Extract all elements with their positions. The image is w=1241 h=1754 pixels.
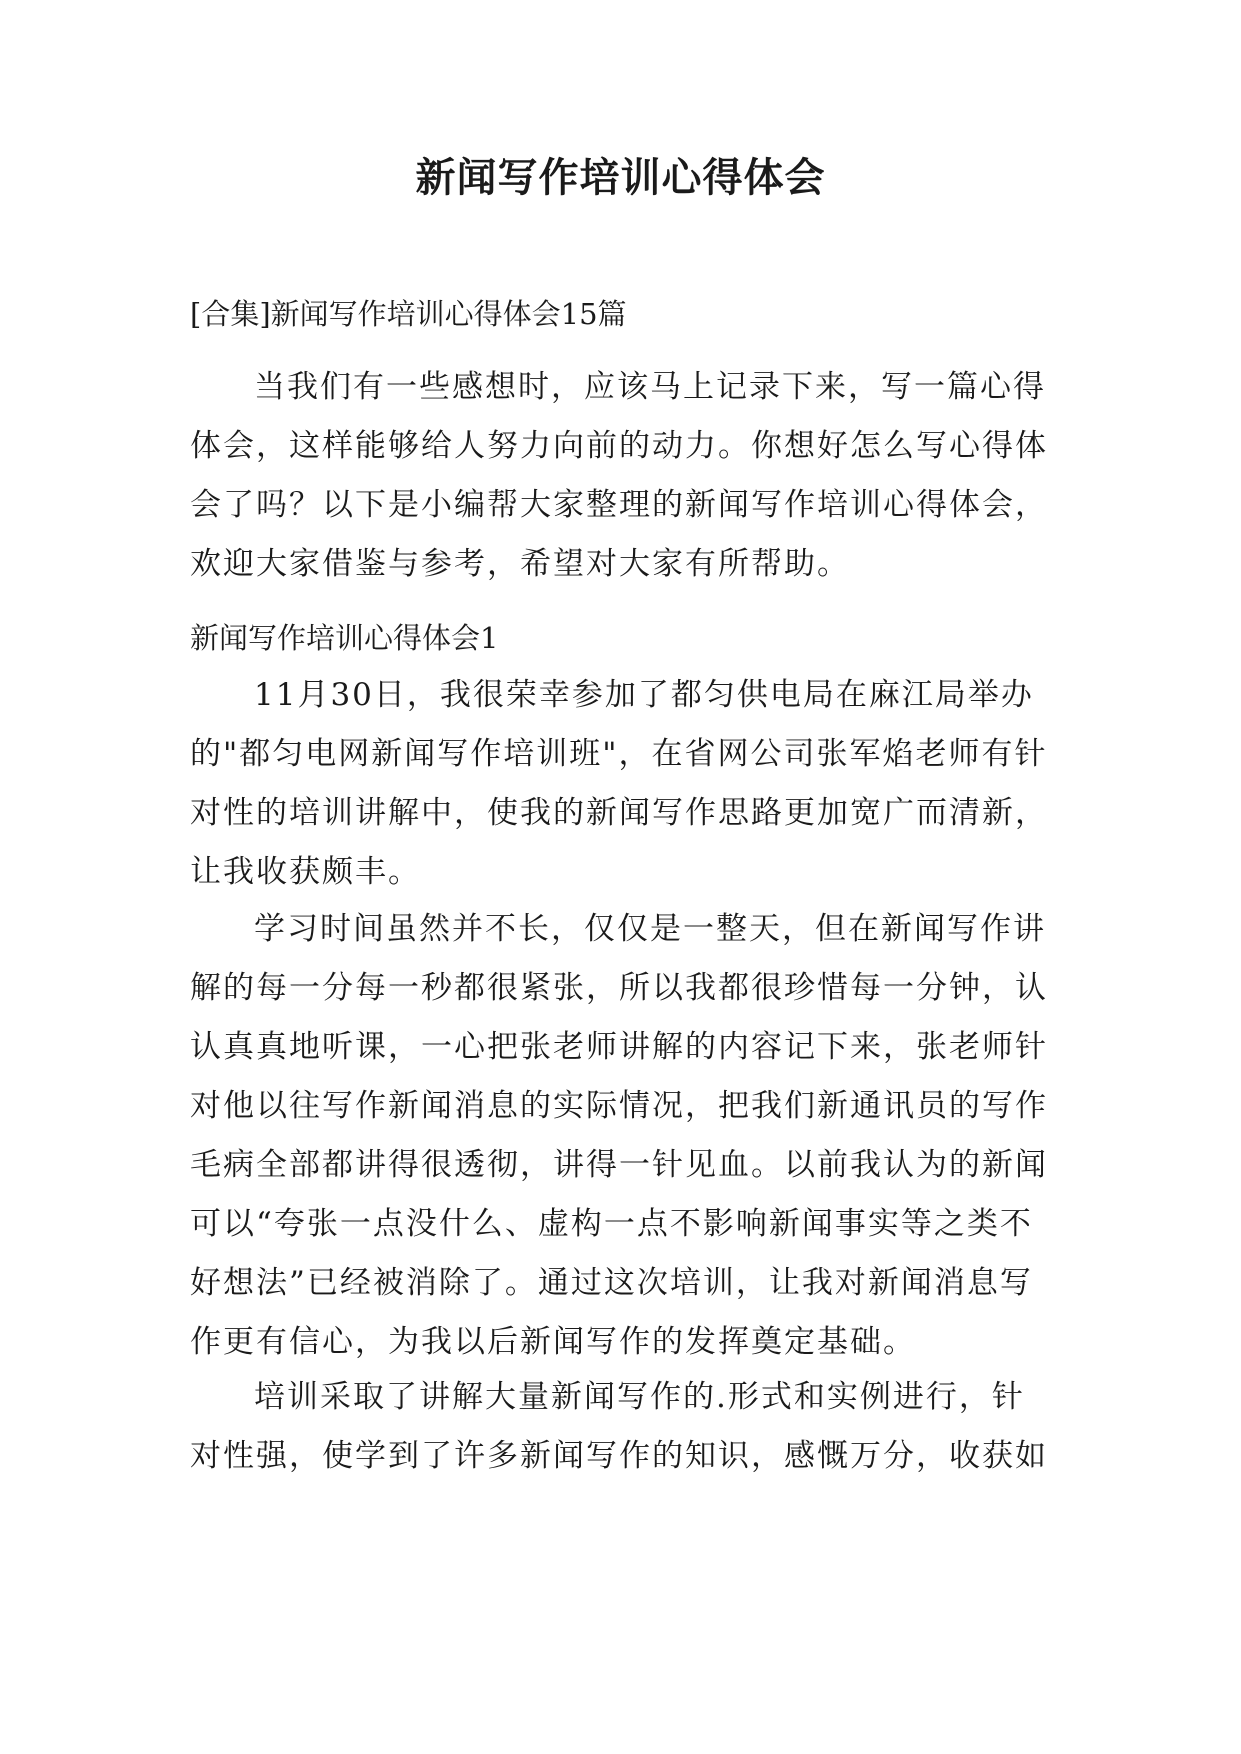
section-heading: 新闻写作培训心得体会1 <box>190 621 499 655</box>
text-line: 学习时间虽然并不长，仅仅是一整天，但在新闻写作讲 <box>254 911 1046 947</box>
text-line: 对性的培训讲解中，使我的新闻写作思路更加宽广而清新， <box>190 795 1048 831</box>
text-line: 好想法”已经被消除了。通过这次培训，让我对新闻消息写 <box>190 1265 1033 1301</box>
text-line: 毛病全部都讲得很透彻，讲得一针见血。以前我认为的新闻 <box>190 1147 1048 1183</box>
text-line: 解的每一分每一秒都很紧张，所以我都很珍惜每一分钟，认 <box>190 970 1048 1006</box>
text-line: 11月30日，我很荣幸参加了都匀供电局在麻江局举办 <box>254 677 1034 713</box>
text-line: 认真真地听课，一心把张老师讲解的内容记下来，张老师针 <box>190 1029 1048 1065</box>
text-line: 对性强，使学到了许多新闻写作的知识，感慨万分，收获如 <box>190 1438 1048 1474</box>
text-line: 当我们有一些感想时，应该马上记录下来，写一篇心得 <box>254 369 1046 405</box>
document-subtitle: [合集]新闻写作培训心得体会15篇 <box>190 297 627 331</box>
text-line: 欢迎大家借鉴与参考，希望对大家有所帮助。 <box>190 546 850 582</box>
text-line: 可以“夸张一点没什么、虚构一点不影响新闻事实等之类不 <box>190 1206 1033 1242</box>
text-line: 对他以往写作新闻消息的实际情况，把我们新通讯员的写作 <box>190 1088 1048 1124</box>
text-line: 会了吗？以下是小编帮大家整理的新闻写作培训心得体会， <box>190 487 1048 523</box>
intro-paragraph <box>190 358 1058 594</box>
text-line: 作更有信心，为我以后新闻写作的发挥奠定基础。 <box>190 1324 916 1360</box>
text-line: 体会，这样能够给人努力向前的动力。你想好怎么写心得体 <box>190 428 1048 464</box>
text-line: 让我收获颇丰。 <box>190 854 421 890</box>
text-line: 的"都匀电网新闻写作培训班"，在省网公司张军焰老师有针 <box>190 736 1048 772</box>
paragraph-1 <box>190 666 1058 902</box>
text-line: 培训采取了讲解大量新闻写作的.形式和实例进行，针 <box>254 1379 1025 1415</box>
paragraph-3 <box>190 1368 1058 1486</box>
paragraph-2 <box>190 900 1058 1372</box>
document-title: 新闻写作培训心得体会 <box>415 154 826 201</box>
